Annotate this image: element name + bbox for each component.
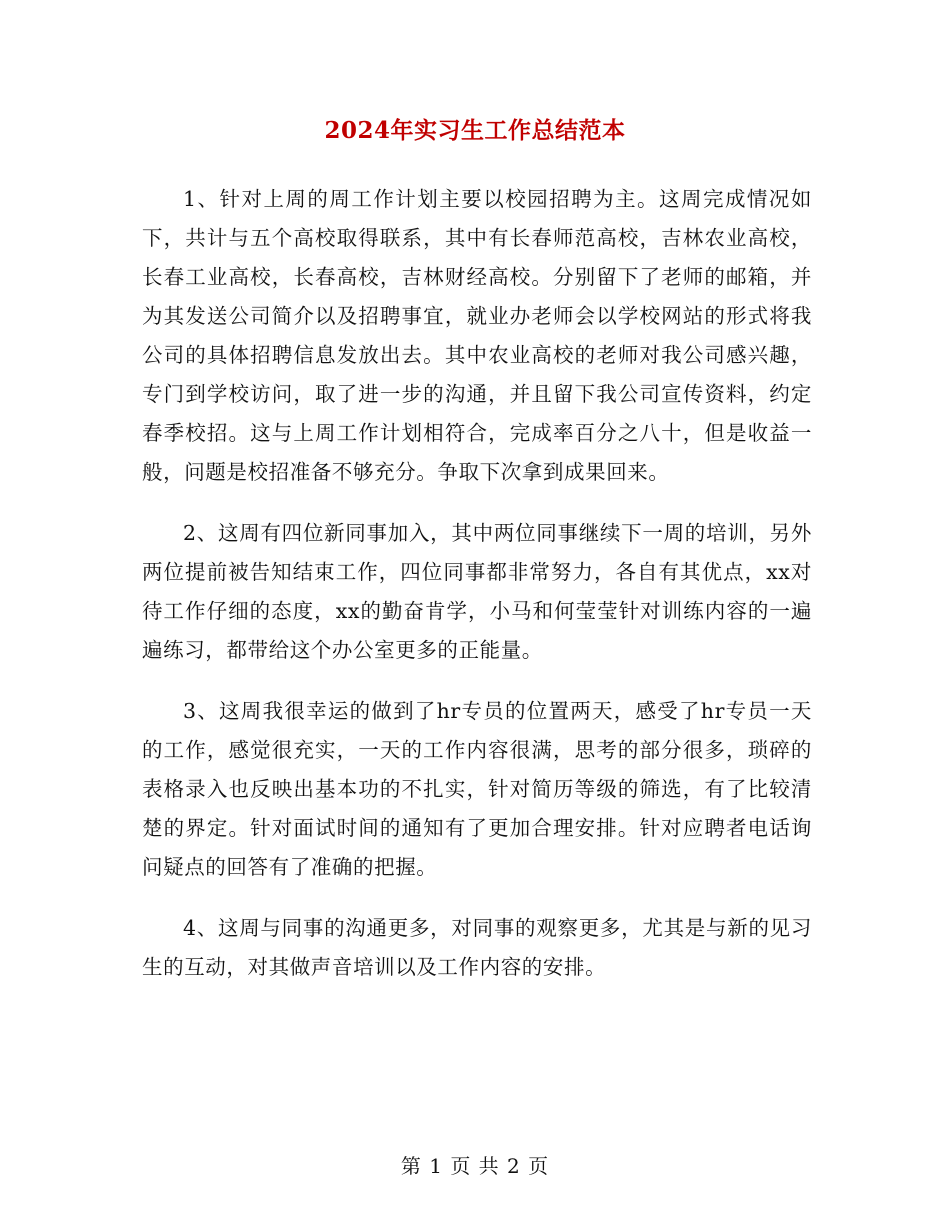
document-title: 2024年实习生工作总结范本 — [324, 117, 626, 144]
paragraph-2: 2、这周有四位新同事加入，其中两位同事继续下一周的培训，另外两位提前被告知结束工作，四位同事都非常努力，各自有其优点，xx对待工作仔细的态度，xx的勤奋肯学，小马和何莹莹针对训练内容的一遍遍练习，都带给这个办公室更多的正能量。 — [142, 521, 812, 662]
paragraph-4: 4、这周与同事的沟通更多，对同事的观察更多，尤其是与新的见习生的互动，对其做声音培训以及工作内容的安排。 — [142, 916, 812, 979]
page-footer: 第 1 页 共 2 页 — [400, 1154, 550, 1178]
paragraph-1: 1、针对上周的周工作计划主要以校园招聘为主。这周完成情况如下，共计与五个高校取得联系，其中有长春师范高校，吉林农业高校，长春工业高校，长春高校，吉林财经高校。分别留下了老师的邮箱，并为其发送公司简介以及招聘事宜，就业办老师会以学校网站的形式将我公司的具体招聘信息发放出去。其中农业高校的老师对我公司感兴趣，专门到学校访问，取了进一步的沟通，并且留下我公司宣传资料，约定春季校招。这与上周工作计划相符合，完成率百分之八十，但是收益一般，问题是校招准备不够充分。争取下次拿到成果回来。 — [142, 187, 812, 484]
paragraph-3: 3、这周我很幸运的做到了hr专员的位置两天，感受了hr专员一天的工作，感觉很充实，一天的工作内容很满，思考的部分很多，琐碎的表格录入也反映出基本功的不扎实，针对简历等级的筛选，有了比较清楚的界定。针对面试时间的通知有了更加合理安排。针对应聘者电话询问疑点的回答有了准确的把握。 — [142, 699, 812, 879]
document-body — [142, 180, 812, 1009]
